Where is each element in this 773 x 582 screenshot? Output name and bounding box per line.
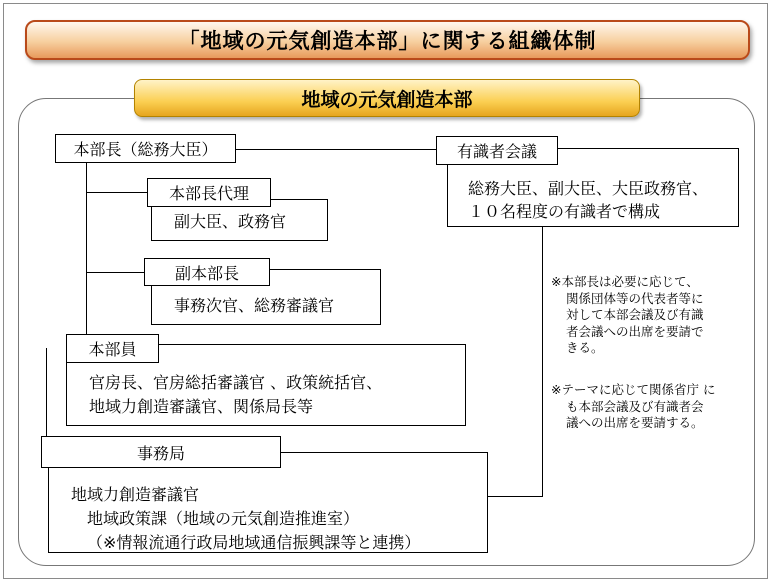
- vice-head-members: 事務次官、総務審議官: [174, 296, 335, 315]
- vice-head-box: 副本部長: [144, 258, 270, 286]
- members-box: 本部員: [66, 334, 159, 363]
- members-line-1: 官房長、官房総括審議官 、政策統括官、: [89, 373, 383, 392]
- headquarters-title: 地域の元気創造本部: [134, 79, 640, 117]
- note-related-ministries: [551, 382, 715, 432]
- secretariat-line-1: 地域力創造審議官: [71, 485, 200, 504]
- secretariat-line-3: （※情報流通行政局地域通信振興課等と連携）: [87, 533, 421, 552]
- connector-secretariat-trunk: [46, 348, 47, 436]
- head-box: 本部長（総務大臣）: [55, 134, 236, 163]
- note1-line-1: ※本部長は必要に応じて、: [551, 274, 699, 289]
- note1-line-3: 対して本部会議及び有識: [566, 307, 704, 322]
- experts-line-2: １０名程度の有識者で構成: [468, 202, 661, 221]
- deputy-head-members: 副大臣、政務官: [174, 212, 287, 231]
- deputy-head-box: 本部長代理: [147, 178, 271, 207]
- connector-main-trunk: [86, 163, 87, 335]
- experts-line-1: 総務大臣、副大臣、大臣政務官、: [468, 179, 709, 198]
- members-line-2: 地域力創造審議官、関係局長等: [89, 397, 314, 416]
- note1-line-4: 者会議への出席を要請で: [566, 323, 704, 339]
- note-request-attendance: [551, 274, 704, 357]
- note2-line-2: も本部会議及び有識者会: [566, 398, 704, 414]
- note2-line-1: ※テーマに応じて関係省庁 に: [551, 382, 716, 397]
- secretariat-box: 事務局: [41, 436, 281, 468]
- secretariat-line-2: 地域政策課（地域の元気創造推進室）: [87, 509, 360, 528]
- note2-line-3: 議への出席を要請する。: [566, 415, 704, 430]
- connector-experts-vertical: [542, 227, 543, 497]
- experts-box: 有識者会議: [436, 136, 558, 165]
- connector-vice-head: [86, 272, 144, 273]
- connector-experts-secretariat: [487, 496, 543, 497]
- note1-line-2: 関係団体等の代表者等に: [566, 290, 704, 306]
- note1-line-5: きる。: [566, 340, 604, 355]
- page-title: 「地域の元気創造本部」に関する組織体制: [25, 20, 750, 60]
- connector-deputy-head: [86, 192, 147, 193]
- connector-head-experts: [236, 149, 436, 150]
